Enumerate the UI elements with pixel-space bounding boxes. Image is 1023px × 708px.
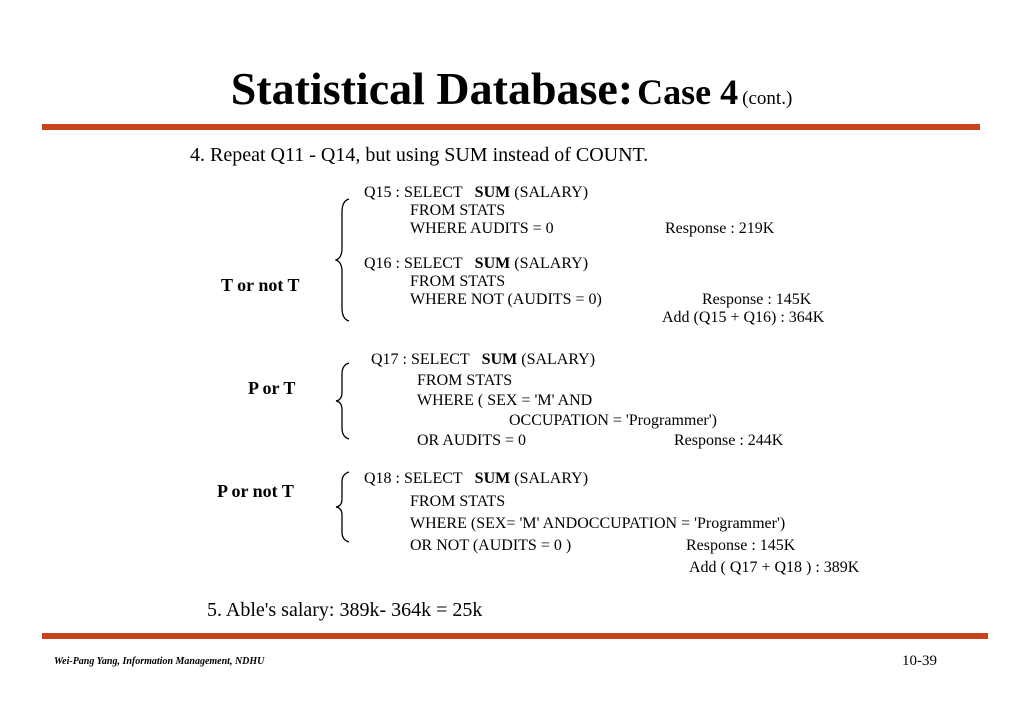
q17-sum: SUM [481, 351, 518, 368]
intro-text: 4. Repeat Q11 - Q14, but using SUM instead of COUNT. [190, 144, 649, 166]
brace-1-icon [335, 198, 351, 322]
title-rule [42, 124, 980, 130]
q18-from: FROM STATS [410, 493, 506, 510]
q15-select [364, 184, 588, 202]
title-cont: (cont.) [742, 88, 793, 109]
q15-response: Response : 219K [665, 220, 775, 237]
q17-occupation: OCCUPATION = 'Programmer') [509, 412, 717, 429]
slide-title [0, 63, 1023, 114]
q16-response: Response : 145K [702, 291, 812, 308]
q18-response: Response : 145K [686, 537, 796, 554]
q15-sum: SUM [474, 184, 511, 201]
q17-from: FROM STATS [417, 372, 513, 389]
title-main: Statistical Database: [230, 63, 634, 114]
q16-add: Add (Q15 + Q16) : 364K [662, 309, 825, 326]
q16-from: FROM STATS [410, 273, 506, 290]
page-number: 10-39 [902, 653, 937, 669]
q18-or: OR NOT (AUDITS = 0 ) [410, 537, 572, 554]
q15-from: FROM STATS [410, 202, 506, 219]
title-case: Case 4 [637, 72, 739, 112]
label-p-or-not-t: P or not T [217, 481, 294, 501]
q18-tail: (SALARY) [514, 470, 589, 487]
q17-or: OR AUDITS = 0 [417, 432, 527, 449]
q17-response: Response : 244K [674, 432, 784, 449]
q17-prefix: Q17 : SELECT [371, 351, 470, 368]
q16-select [364, 255, 588, 273]
q17-select [371, 351, 595, 369]
q16-tail: (SALARY) [514, 255, 589, 272]
q16-sum: SUM [474, 255, 511, 272]
q15-where: WHERE AUDITS = 0 [410, 220, 554, 237]
q15-tail: (SALARY) [514, 184, 589, 201]
footer-author: Wei-Pang Yang, Information Management, NDHU [54, 656, 265, 667]
q16-where: WHERE NOT (AUDITS = 0) [410, 291, 602, 308]
q17-where: WHERE ( SEX = 'M' AND [417, 392, 593, 409]
conclusion-text: 5. Able's salary: 389k- 364k = 25k [207, 599, 483, 621]
q17-tail: (SALARY) [521, 351, 596, 368]
q15-prefix: Q15 : SELECT [364, 184, 463, 201]
q18-select [364, 470, 588, 488]
q18-sum: SUM [474, 470, 511, 487]
label-p-or-t: P or T [248, 378, 296, 398]
footer-rule [42, 633, 988, 639]
q16-prefix: Q16 : SELECT [364, 255, 463, 272]
label-t-or-not-t: T or not T [221, 275, 300, 295]
brace-2-icon [335, 362, 351, 440]
q18-prefix: Q18 : SELECT [364, 470, 463, 487]
q18-where: WHERE (SEX= 'M' ANDOCCUPATION = 'Programmer') [410, 515, 786, 532]
q18-add: Add ( Q17 + Q18 ) : 389K [689, 559, 860, 576]
brace-3-icon [335, 471, 351, 543]
